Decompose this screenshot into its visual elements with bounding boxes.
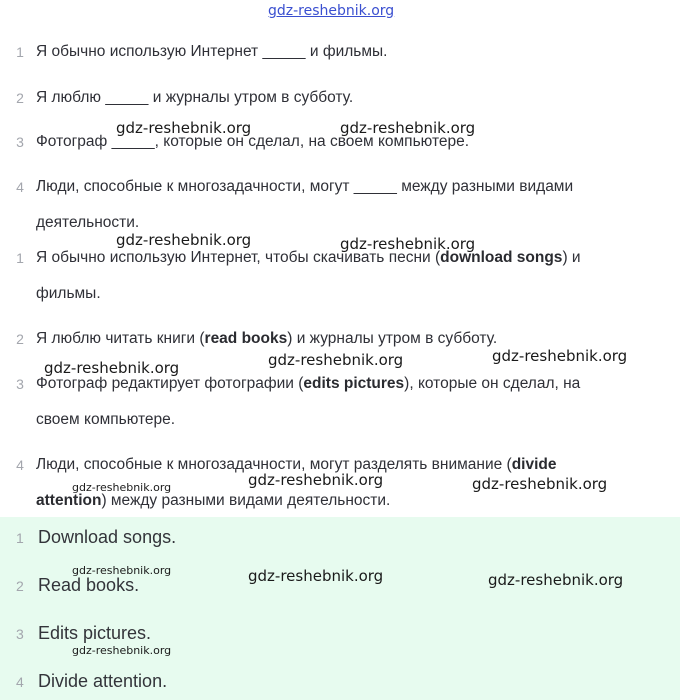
english-phrase: attention — [36, 492, 102, 509]
translation-number: 2 — [16, 331, 24, 347]
english-phrase: read books — [204, 330, 288, 347]
watermark: gdz-reshebnik.org — [268, 351, 404, 369]
english-phrase: download songs — [440, 249, 563, 266]
watermark: gdz-reshebnik.org — [72, 481, 172, 494]
watermark: gdz-reshebnik.org — [248, 471, 384, 489]
question-line: деятельности. — [36, 214, 140, 231]
watermark: gdz-reshebnik.org — [72, 564, 172, 577]
question-number: 2 — [16, 90, 24, 106]
english-phrase: divide — [511, 456, 557, 473]
translation-line: фильмы. — [36, 285, 101, 302]
watermark: gdz-reshebnik.org — [488, 571, 624, 589]
question-number: 3 — [16, 134, 24, 150]
question-line: Люди, способные к многозадачности, могут _____ между разными видами — [36, 178, 574, 195]
question-number: 4 — [16, 179, 24, 195]
watermark: gdz-reshebnik.org — [472, 475, 608, 493]
translation-line: attention) между разными видами деятельности. — [36, 492, 391, 509]
translation-number: 1 — [16, 250, 24, 266]
question-text: Фотограф _____, которые он сделал, на своем компьютере. — [36, 133, 470, 150]
watermark: gdz-reshebnik.org — [340, 235, 476, 253]
answer-2: Read books. — [38, 575, 140, 595]
answer-number: 4 — [16, 674, 24, 690]
watermark: gdz-reshebnik.org — [72, 644, 172, 657]
answer-1: Download songs. — [38, 527, 177, 547]
answer-number: 2 — [16, 578, 24, 594]
answer-number: 3 — [16, 626, 24, 642]
translation-line: Люди, способные к многозадачности, могут разделять внимание (divide — [36, 456, 557, 473]
watermark: gdz-reshebnik.org — [492, 347, 628, 365]
watermark: gdz-reshebnik.org — [248, 567, 384, 585]
watermark: gdz-reshebnik.org — [44, 359, 180, 377]
question-number: 1 — [16, 44, 24, 60]
question-text: Я обычно использую Интернет _____ и фильмы. — [36, 43, 388, 60]
translation-number: 3 — [16, 376, 24, 392]
translation-line: своем компьютере. — [36, 411, 176, 428]
question-text: Я люблю _____ и журналы утром в субботу. — [36, 89, 354, 106]
translation-number: 4 — [16, 457, 24, 473]
translation-line: Я обычно использую Интернет, чтобы скачивать песни (download songs) и — [36, 249, 581, 266]
watermark-top: gdz-reshebnik.org — [268, 3, 395, 19]
translation-text: Я люблю читать книги (read books) и журналы утром в субботу. — [36, 330, 498, 347]
translation-line: Фотограф редактирует фотографии (edits pictures), которые он сделал, на — [36, 375, 581, 392]
watermark: gdz-reshebnik.org — [340, 119, 476, 137]
answer-3: Edits pictures. — [38, 623, 152, 643]
watermark: gdz-reshebnik.org — [116, 231, 252, 249]
answers-block — [0, 517, 680, 700]
answer-4: Divide attention. — [38, 671, 168, 691]
watermark: gdz-reshebnik.org — [116, 119, 252, 137]
english-phrase: edits pictures — [303, 375, 405, 392]
answer-number: 1 — [16, 530, 24, 546]
